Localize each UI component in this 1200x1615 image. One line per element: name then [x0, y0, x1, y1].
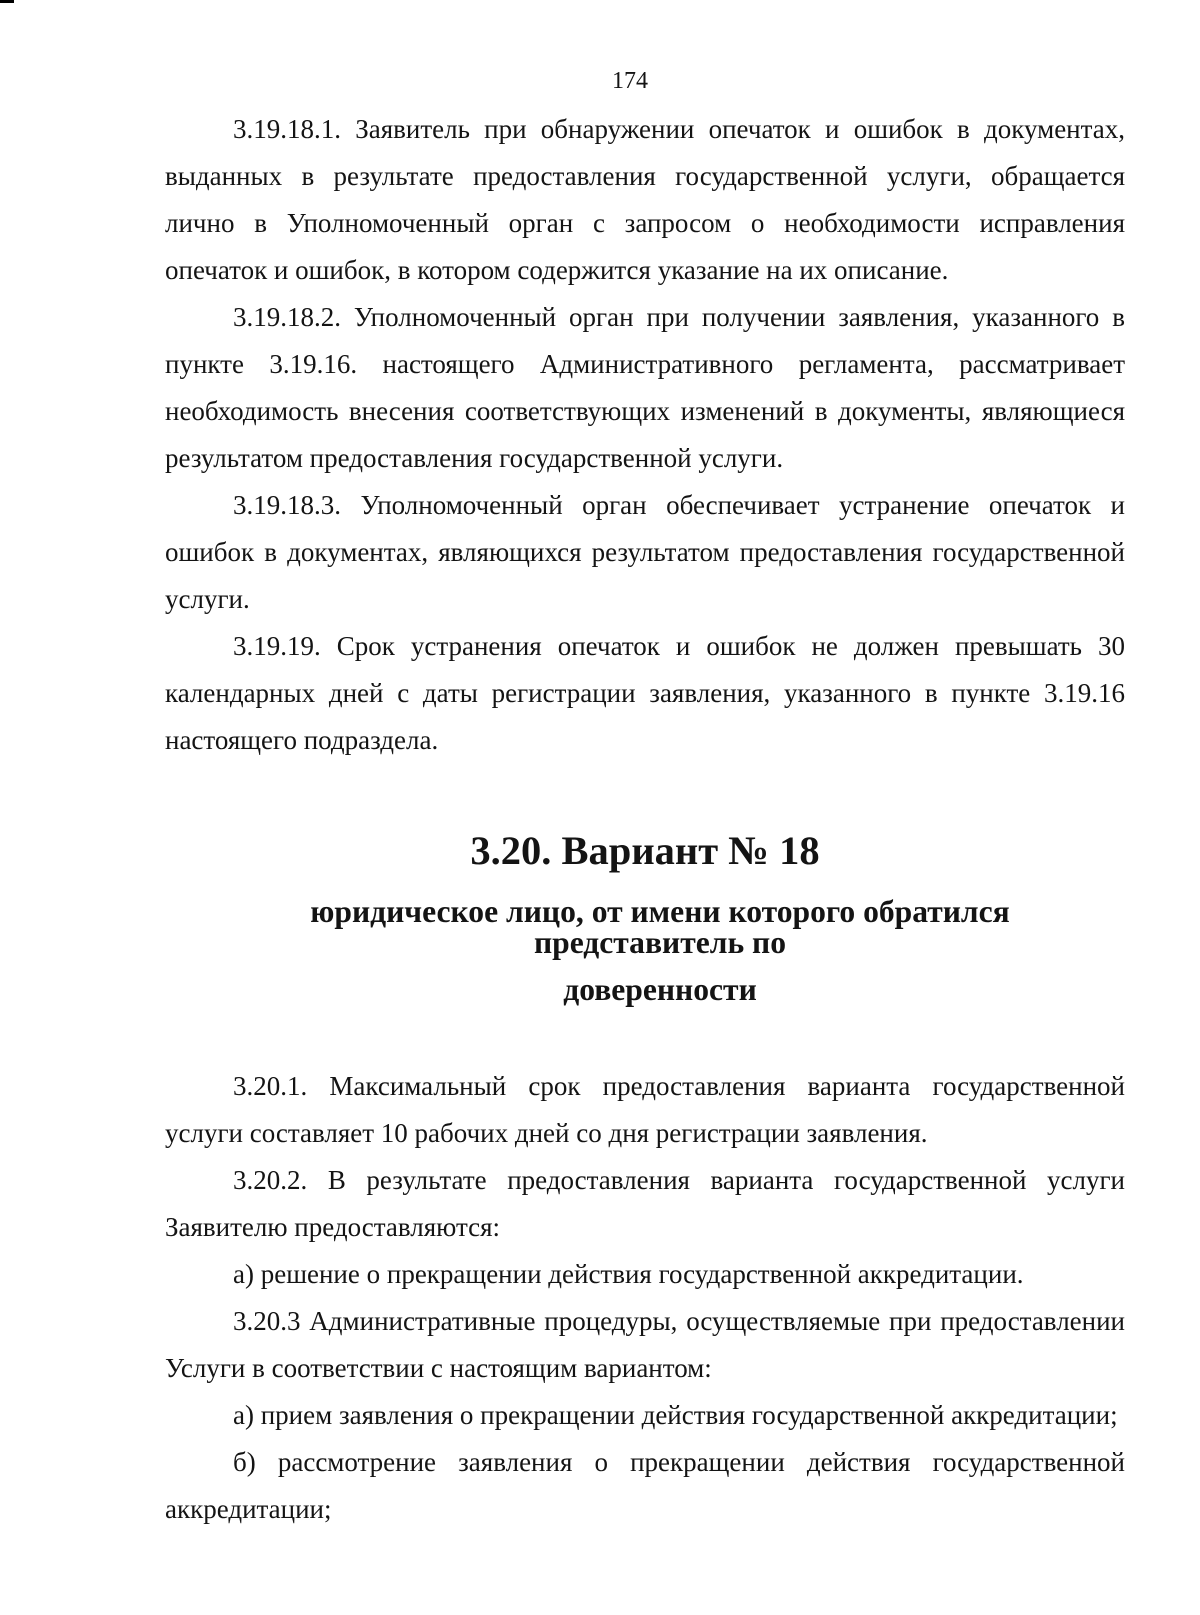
paragraph-3-20-2: 3.20.2. В результате предоставления варианта государственной услуги Заявителю предоставляются:: [165, 1165, 1125, 1242]
paragraph-3-20-3: 3.20.3 Административные процедуры, осуществляемые при предоставлении Услуги в соответствии с настоящим вариантом:: [165, 1306, 1125, 1383]
scan-corner-mark: [0, 0, 14, 3]
paragraph-3-19-19: 3.19.19. Срок устранения опечаток и ошибок не должен превышать 30 календарных дней с даты регистрации заявления, указанного в пункте 3.19.16 настоящего подраздела.: [165, 631, 1125, 755]
section-subtitle: [165, 896, 1125, 1005]
paragraph-3-20-1: 3.20.1. Максимальный срок предоставления варианта государственной услуги составляет 10 рабочих дней со дня регистрации заявления.: [165, 1071, 1125, 1148]
spacer: [165, 1005, 1125, 1063]
list-item-a-receive: а) прием заявления о прекращении действия государственной аккредитации;: [233, 1400, 1118, 1430]
section-heading: 3.20. Вариант № 18: [470, 828, 820, 873]
paragraph-3-19-18-3: 3.19.18.3. Уполномоченный орган обеспечивает устранение опечаток и ошибок в документах, являющихся результатом предоставления государственной услуги.: [165, 490, 1125, 614]
list-item-a-decision: а) решение о прекращении действия государственной аккредитации.: [233, 1259, 1024, 1289]
paragraph-3-19-18-1: 3.19.18.1. Заявитель при обнаружении опечаток и ошибок в документах, выданных в результате предоставления государственной услуги, обращается лично в Уполномоченный орган с запросом о необходимости исправления опечаток и ошибок, в котором содержится указание на их описание.: [165, 114, 1125, 285]
paragraph-3-19-18-2: 3.19.18.2. Уполномоченный орган при получении заявления, указанного в пункте 3.19.16. настоящего Административного регламента, рассматривает необходимость внесения соответствующих изменений в документы, являющиеся результатом предоставления государственной услуги.: [165, 302, 1125, 473]
section-subtitle-line-1: юридическое лицо, от имени которого обратился представитель по: [310, 894, 1010, 960]
page-number: 174: [612, 68, 648, 94]
document-body: [165, 106, 1125, 1533]
list-item-b-review: б) рассмотрение заявления о прекращении действия государственной аккредитации;: [165, 1447, 1125, 1524]
section-subtitle-line-2: доверенности: [563, 972, 757, 1007]
